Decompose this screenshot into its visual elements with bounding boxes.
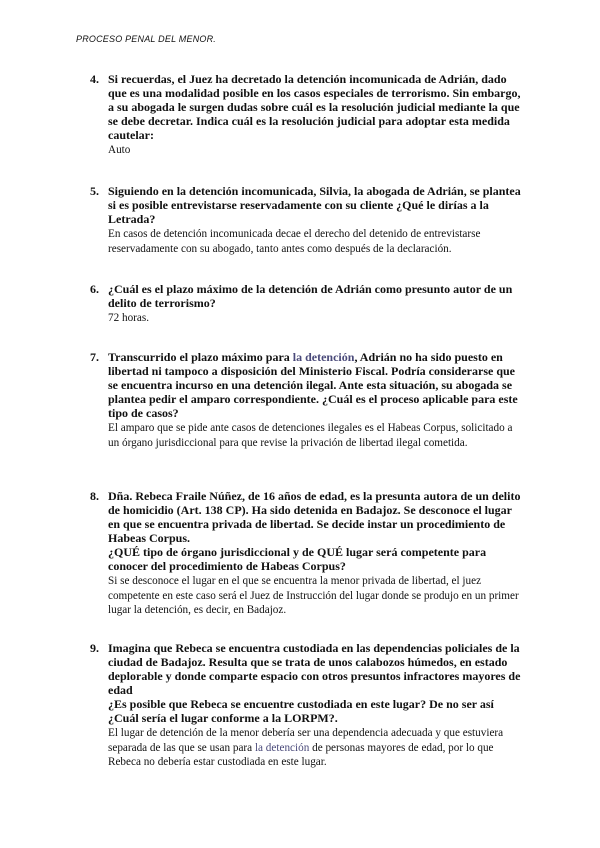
detention-link[interactable]: la detención bbox=[292, 350, 355, 364]
answer-text: 72 horas. bbox=[108, 312, 150, 324]
question-subtext: ¿QUÉ tipo de órgano jurisdiccional y de QUÉ lugar será competente para conocer del procedimiento de Habeas Corpus? bbox=[108, 545, 487, 573]
question-text-part: Transcurrido el plazo máximo para bbox=[108, 350, 293, 364]
question-number: 6. bbox=[90, 282, 99, 296]
question-6 bbox=[90, 282, 526, 326]
answer-text-part: de personas mayores de edad, por lo que Rebeca no debería estar custodiada en este lugar. bbox=[108, 741, 494, 768]
answer-text-part: El lugar de detención de la menor debería ser una dependencia adecuada y que estuviera separada de las que se usan para bbox=[108, 727, 504, 754]
question-text bbox=[108, 350, 526, 420]
question-text: Dña. Rebeca Fraile Núñez, de 16 años de edad, es la presunta autora de un delito de homicidio (Art. 138 CP). Ha sido detenida en Badajoz. Se desconoce el lugar en que se encuentra privada de libertad. Se decide instar un procedimiento de Habeas Corpus. bbox=[108, 489, 521, 545]
question-5 bbox=[90, 184, 526, 256]
question-number: 7. bbox=[90, 350, 99, 364]
question-9 bbox=[90, 641, 526, 770]
question-number: 8. bbox=[90, 489, 99, 503]
answer-text: Auto bbox=[108, 144, 131, 156]
running-header: PROCESO PENAL DEL MENOR. bbox=[76, 34, 217, 44]
answer-text: Si se desconoce el lugar en el que se encuentra la menor privada de libertad, el juez competente en este caso será el Juez de Instrucción del lugar donde se produjo en un primer lugar la detención, es decir, en Badajoz. bbox=[108, 575, 519, 616]
question-number: 5. bbox=[90, 184, 99, 198]
detention-link[interactable]: la detención bbox=[254, 741, 310, 754]
question-subtext: ¿Es posible que Rebeca se encuentre custodiada en este lugar? De no ser así ¿Cuál sería el lugar conforme a la LORPM?. bbox=[108, 697, 494, 725]
question-text: Si recuerdas, el Juez ha decretado la detención incomunicada de Adrián, dado que es una modalidad posible en los casos especiales de terrorismo. Sin embargo, a su abogada le surgen dudas sobre cuál es la resolución judicial mediante la que se debe decretar. Indica cuál es la resolución judicial para adoptar esta medida cautelar: bbox=[108, 72, 521, 142]
question-4 bbox=[90, 72, 526, 158]
answer-text: El amparo que se pide ante casos de detenciones ilegales es el Habeas Corpus, solicitado a un órgano jurisdiccional para que revise la privación de libertad ilegal cometida. bbox=[108, 422, 513, 449]
answer-text: En casos de detención incomunicada decae el derecho del detenido de entrevistarse reservadamente con su abogado, tanto antes como después de la declaración. bbox=[108, 228, 481, 255]
question-text-part: , Adrián no ha sido puesto en libertad ni tampoco a disposición del Ministerio Fiscal. Podría considerarse que se encuentra incurso en una detención ilegal. Ante esta situación, su abogada se plantea pedir el amparo correspondiente. ¿Cuál es el proceso aplicable para este tipo de casos? bbox=[108, 350, 518, 420]
question-8 bbox=[90, 489, 526, 618]
question-text: Imagina que Rebeca se encuentra custodiada en las dependencias policiales de la ciudad de Badajoz. Resulta que se trata de unos calabozos húmedos, en estado deplorable y donde comparte espacio con otros presuntos infractores mayores de edad bbox=[108, 641, 521, 697]
question-7 bbox=[90, 350, 526, 450]
question-text: Siguiendo en la detención incomunicada, Silvia, la abogada de Adrián, se plantea si es posible entrevistarse reservadamente con su cliente ¿Qué le dirías a la Letrada? bbox=[108, 184, 521, 226]
answer-text bbox=[108, 726, 526, 770]
question-number: 4. bbox=[90, 72, 99, 86]
question-text: ¿Cuál es el plazo máximo de la detención de Adrián como presunto autor de un delito de terrorismo? bbox=[108, 282, 513, 310]
question-number: 9. bbox=[90, 641, 99, 655]
